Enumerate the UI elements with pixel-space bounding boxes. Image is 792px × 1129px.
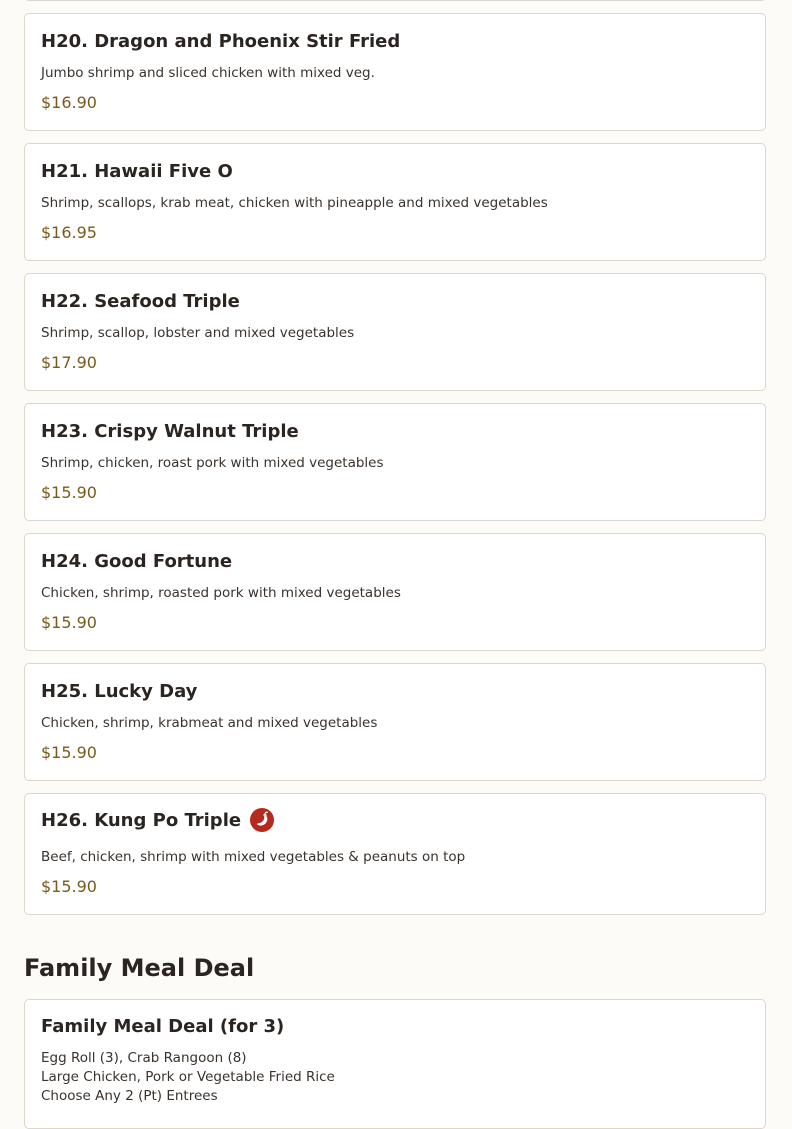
section-title: Family Meal Deal [24,954,255,982]
menu-item-description: Chicken, shrimp, roasted pork with mixed vegetables [41,585,401,601]
menu-item-name: H23. Crispy Walnut Triple [41,421,299,442]
menu-item-price: $17.90 [41,353,97,372]
menu-item-card[interactable] [24,143,766,261]
menu-item-card[interactable] [24,13,766,131]
menu-item-price: $16.95 [41,223,97,242]
menu-item-price: $15.90 [41,743,97,762]
menu-item-price: $15.90 [41,877,97,896]
menu-item-card[interactable] [24,999,766,1129]
menu-item-price: $15.90 [41,613,97,632]
menu-item-description: Shrimp, scallops, krab meat, chicken with pineapple and mixed vegetables [41,195,548,211]
menu-item-description: Chicken, shrimp, krabmeat and mixed vegetables [41,715,378,731]
menu-item-price: $15.90 [41,483,97,502]
menu-item-card[interactable] [24,793,766,915]
menu-item-name-row [41,808,274,832]
menu-item-card[interactable] [24,663,766,781]
menu-item-card[interactable] [24,403,766,521]
menu-item-card[interactable] [24,273,766,391]
menu-item-name: Family Meal Deal (for 3) [41,1016,285,1037]
menu-item-card[interactable] [24,533,766,651]
menu-item-name: H21. Hawaii Five O [41,161,233,182]
spicy-chili-icon [250,808,274,832]
menu-item-name: H26. Kung Po Triple [41,809,242,831]
menu-item-name: H20. Dragon and Phoenix Stir Fried [41,31,401,52]
menu-item-description: Shrimp, scallop, lobster and mixed vegetables [41,325,355,341]
menu-item-description-line: Choose Any 2 (Pt) Entrees [41,1088,218,1104]
menu-item-description: Jumbo shrimp and sliced chicken with mixed veg. [41,65,375,81]
menu-item-description: Shrimp, chicken, roast pork with mixed vegetables [41,455,384,471]
menu-item-name: H25. Lucky Day [41,681,198,702]
menu-item-price: $16.90 [41,93,97,112]
menu-item-name: H24. Good Fortune [41,551,233,572]
menu-item-card-partial[interactable] [24,0,766,1]
menu-item-description: Beef, chicken, shrimp with mixed vegetables & peanuts on top [41,849,466,865]
menu-item-name: H22. Seafood Triple [41,291,240,312]
menu-item-description-line: Egg Roll (3), Crab Rangoon (8) [41,1050,247,1066]
menu-item-description-line: Large Chicken, Pork or Vegetable Fried Rice [41,1069,335,1085]
